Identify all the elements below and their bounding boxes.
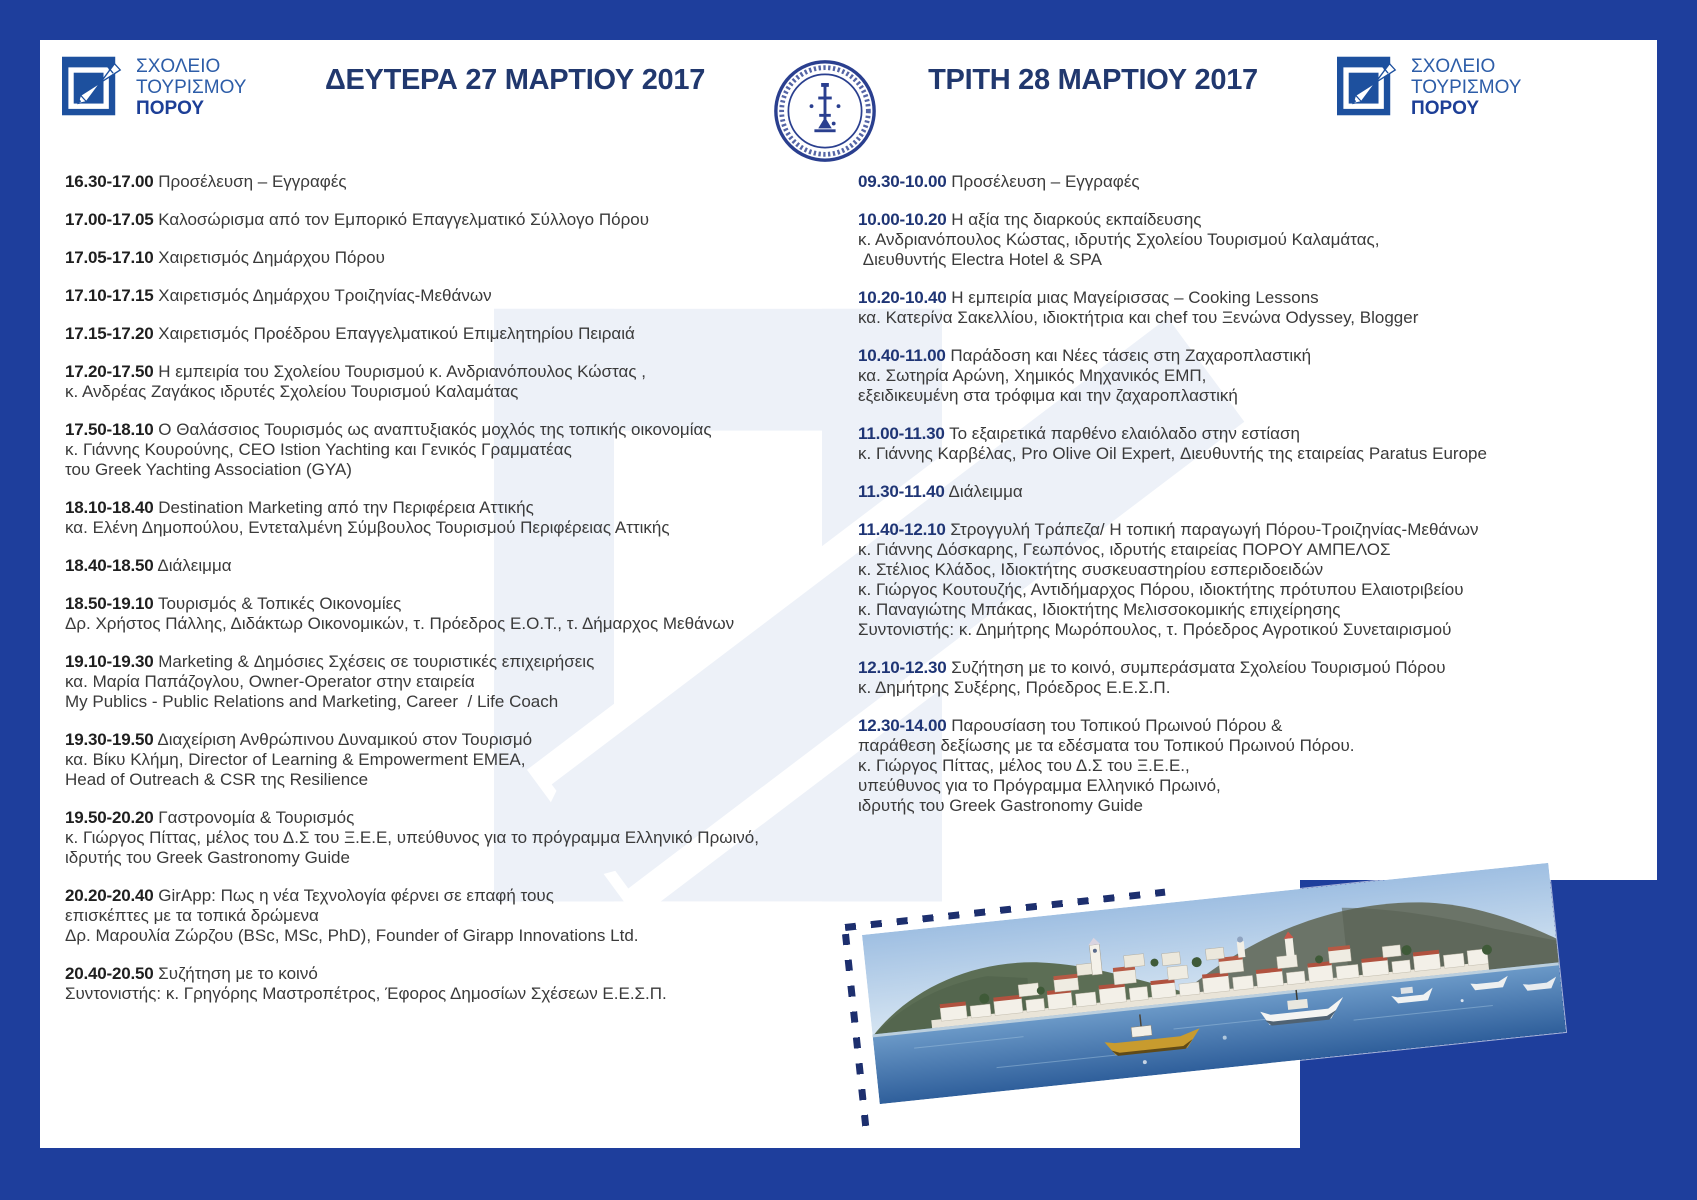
time-range: 10.40-11.00 bbox=[858, 346, 946, 365]
time-range: 11.40-12.10 bbox=[858, 520, 946, 539]
schedule-item-line: κ. Γιώργος Κουτουζής, Αντιδήμαρχος Πόρου, ιδιοκτήτης πρότυπου Ελαιοτριβείου bbox=[858, 580, 1464, 599]
schedule-item-first-line: 20.40-20.50 Συζήτηση με το κοινό bbox=[65, 964, 318, 983]
schedule-item bbox=[65, 498, 800, 538]
schedule-item-first-line: 12.30-14.00 Παρουσίαση του Τοπικού Πρωινού Πόρου & bbox=[858, 716, 1283, 735]
schedule-item-first-line: 09.30-10.00 Προσέλευση – Εγγραφές bbox=[858, 172, 1140, 191]
schedule-item bbox=[858, 482, 1583, 502]
schedule-item-first-line: 17.00-17.05 Καλοσώρισμα από τον Εμπορικό Επαγγελματικό Σύλλογο Πόρου bbox=[65, 210, 650, 229]
pencil-square-logo-icon bbox=[62, 54, 128, 118]
schedule-item bbox=[858, 288, 1583, 328]
association-seal-emblem bbox=[772, 58, 878, 164]
schedule-item bbox=[858, 658, 1583, 698]
time-range: 18.40-18.50 bbox=[65, 556, 154, 575]
schedule-item-line: υπεύθυνος για το Πρόγραμμα Ελληνικό Πρωινό, bbox=[858, 776, 1221, 795]
time-range: 19.50-20.20 bbox=[65, 808, 154, 827]
schedule-item bbox=[65, 730, 800, 790]
time-range: 17.05-17.10 bbox=[65, 248, 154, 267]
schedule-item-first-line: 11.30-11.40 Διάλειμμα bbox=[858, 482, 1023, 501]
schedule-item-line: εξειδικευμένη στα τρόφιμα και την ζαχαροπλαστική bbox=[858, 386, 1238, 405]
schedule-item-line: κ. Παναγιώτης Μπάκας, Ιδιοκτήτης Μελισσοκομικής επιχείρησης bbox=[858, 600, 1341, 619]
time-range: 16.30-17.00 bbox=[65, 172, 154, 191]
time-range: 10.20-10.40 bbox=[858, 288, 947, 307]
time-range: 09.30-10.00 bbox=[858, 172, 947, 191]
time-range: 20.20-20.40 bbox=[65, 886, 154, 905]
schedule-item-line: κα. Ελένη Δημοπούλου, Εντεταλμένη Σύμβουλος Τουρισμού Περιφέρειας Αττικής bbox=[65, 518, 670, 537]
time-range: 18.50-19.10 bbox=[65, 594, 154, 613]
time-range: 10.00-10.20 bbox=[858, 210, 947, 229]
schedule-item-line: κα. Βίκυ Κλήμη, Director of Learning & Empowerment EMEA, bbox=[65, 750, 526, 769]
schedule-item-first-line: 10.40-11.00 Παράδοση και Νέες τάσεις στη Ζαχαροπλαστική bbox=[858, 346, 1312, 365]
schedule-item-line: κ. Δημήτρης Συξέρης, Πρόεδρος Ε.Ε.Σ.Π. bbox=[858, 678, 1171, 697]
logo-text-line2: ΤΟΥΡΙΣΜΟΥ bbox=[136, 77, 247, 98]
time-range: 19.30-19.50 bbox=[65, 730, 154, 749]
schedule-item-first-line: 19.30-19.50 Διαχείριση Ανθρώπινου Δυναμικού στον Τουρισμό bbox=[65, 730, 533, 749]
schedule-item-line: Συντονιστής: κ. Δημήτρης Μωρόπουλος, τ. Πρόεδρος Αγροτικού Συνεταιρισμού bbox=[858, 620, 1452, 639]
schedule-item bbox=[858, 172, 1583, 192]
schedule-item bbox=[65, 652, 800, 712]
schedule-item bbox=[65, 324, 800, 344]
schedule-item-line: My Publics - Public Relations and Marketing, Career / Life Coach bbox=[65, 692, 559, 711]
logo-text-line2: ΤΟΥΡΙΣΜΟΥ bbox=[1411, 77, 1522, 98]
schedule-item bbox=[65, 964, 800, 1004]
schedule-item-line: κα. Κατερίνα Σακελλίου, ιδιοκτήτρια και chef του Ξενώνα Odyssey, Blogger bbox=[858, 308, 1419, 327]
schedule-item-first-line: 17.20-17.50 Η εμπειρία του Σχολείου Τουρισμού κ. Ανδριανόπουλος Κώστας , bbox=[65, 362, 646, 381]
pencil-square-logo-icon bbox=[1337, 54, 1403, 118]
schedule-item-first-line: 16.30-17.00 Προσέλευση – Εγγραφές bbox=[65, 172, 347, 191]
schedule-item-line: κα. Μαρία Παπάζογλου, Owner-Operator στην εταιρεία bbox=[65, 672, 475, 691]
schedule-item-line: Δρ. Μαρουλία Ζώρζου (BSc, MSc, PhD), Founder of Girapp Innovations Ltd. bbox=[65, 926, 639, 945]
schedule-item-line: του Greek Yachting Association (GYA) bbox=[65, 460, 352, 479]
time-range: 17.10-17.15 bbox=[65, 286, 154, 305]
school-of-tourism-logo-right bbox=[1337, 54, 1521, 119]
time-range: 17.00-17.05 bbox=[65, 210, 154, 229]
time-range: 17.15-17.20 bbox=[65, 324, 154, 343]
schedule-item bbox=[65, 248, 800, 268]
time-range: 17.50-18.10 bbox=[65, 420, 154, 439]
tuesday-schedule bbox=[858, 172, 1583, 834]
schedule-item-first-line: 19.10-19.30 Marketing & Δημόσιες Σχέσεις σε τουριστικές επιχειρήσεις bbox=[65, 652, 595, 671]
schedule-item bbox=[65, 808, 800, 868]
schedule-item-line: κ. Γιάννης Καρβέλας, Pro Olive Oil Expert, Διευθυντής της εταιρείας Paratus Europe bbox=[858, 444, 1487, 463]
schedule-item-first-line: 19.50-20.20 Γαστρονομία & Τουρισμός bbox=[65, 808, 355, 827]
schedule-item bbox=[858, 424, 1583, 464]
schedule-item-line: κ. Στέλιος Κλάδος, Ιδιοκτήτης συσκευαστηρίου εσπεριδοειδών bbox=[858, 560, 1324, 579]
schedule-item-first-line: 17.05-17.10 Χαιρετισμός Δημάρχου Πόρου bbox=[65, 248, 385, 267]
schedule-item bbox=[65, 420, 800, 480]
schedule-item-line: Συντονιστής: κ. Γρηγόρης Μαστροπέτρος, Έφορος Δημοσίων Σχέσεων Ε.Ε.Σ.Π. bbox=[65, 984, 667, 1003]
schedule-item bbox=[65, 886, 800, 946]
schedule-item-first-line: 17.10-17.15 Χαιρετισμός Δημάρχου Τροιζηνίας-Μεθάνων bbox=[65, 286, 492, 305]
schedule-item bbox=[858, 346, 1583, 406]
schedule-item-line: Δρ. Χρήστος Πάλλης, Διδάκτωρ Οικονομικών, τ. Πρόεδρος Ε.Ο.Τ., τ. Δήμαρχος Μεθάνων bbox=[65, 614, 735, 633]
schedule-item bbox=[858, 716, 1583, 816]
schedule-item-first-line: 11.00-11.30 Το εξαιρετικά παρθένο ελαιόλαδο στην εστίαση bbox=[858, 424, 1300, 443]
schedule-item-line: κ. Γιώργος Πίττας, μέλος του Δ.Σ του Ξ.Ε.Ε, υπεύθυνος για το πρόγραμμα Ελληνικό Πρωινό, bbox=[65, 828, 759, 847]
logo-text-line1: ΣΧΟΛΕΙΟ bbox=[136, 56, 221, 77]
time-range: 12.10-12.30 bbox=[858, 658, 947, 677]
time-range: 17.20-17.50 bbox=[65, 362, 154, 381]
schedule-item-line: ιδρυτής του Greek Gastronomy Guide bbox=[858, 796, 1143, 815]
logo-text-line3: ΠΟΡΟΥ bbox=[136, 98, 205, 119]
schedule-item-line: κ. Γιάννης Κουρούνης, CEO Istion Yachting και Γενικός Γραμματέας bbox=[65, 440, 572, 459]
time-range: 12.30-14.00 bbox=[858, 716, 947, 735]
schedule-item-line: επισκέπτες με τα τοπικά δρώμενα bbox=[65, 906, 319, 925]
time-range: 11.30-11.40 bbox=[858, 482, 945, 501]
logo-text-line1: ΣΧΟΛΕΙΟ bbox=[1411, 56, 1496, 77]
schedule-item-first-line: 10.00-10.20 Η αξία της διαρκούς εκπαίδευσης bbox=[858, 210, 1202, 229]
time-range: 19.10-19.30 bbox=[65, 652, 154, 671]
schedule-item-line: παράθεση δεξίωσης με τα εδέσματα του Τοπικού Πρωινού Πόρου. bbox=[858, 736, 1355, 755]
schedule-item bbox=[65, 210, 800, 230]
time-range: 20.40-20.50 bbox=[65, 964, 154, 983]
schedule-item bbox=[65, 556, 800, 576]
schedule-item-line: κ. Ανδρέας Ζαγάκος ιδρυτές Σχολείου Τουρισμού Καλαμάτας bbox=[65, 382, 519, 401]
schedule-item-line: Head of Outreach & CSR της Resilience bbox=[65, 770, 369, 789]
schedule-item bbox=[65, 286, 800, 306]
monday-title: ΔΕΥΤΕΡΑ 27 ΜΑΡΤΙΟΥ 2017 bbox=[324, 64, 706, 96]
frame-left bbox=[0, 0, 40, 1200]
schedule-item-line: Διευθυντής Electra Hotel & SPA bbox=[858, 250, 1102, 269]
time-range: 18.10-18.40 bbox=[65, 498, 154, 517]
schedule-item-first-line: 10.20-10.40 Η εμπειρία μιας Μαγείρισσας – Cooking Lessons bbox=[858, 288, 1319, 307]
schedule-item-line: κ. Ανδριανόπουλος Κώστας, ιδρυτής Σχολείου Τουρισμού Καλαμάτας, bbox=[858, 230, 1380, 249]
logo-text-line3: ΠΟΡΟΥ bbox=[1411, 98, 1480, 119]
schedule-item-first-line: 17.50-18.10 Ο Θαλάσσιος Τουρισμός ως αναπτυξιακός μοχλός της τοπικής οικονομίας bbox=[65, 420, 712, 439]
schedule-item-line: κα. Σωτηρία Αρώνη, Χημικός Μηχανικός ΕΜΠ, bbox=[858, 366, 1207, 385]
school-of-tourism-logo-left bbox=[62, 54, 246, 119]
time-range: 11.00-11.30 bbox=[858, 424, 945, 443]
schedule-item bbox=[65, 362, 800, 402]
schedule-item-line: ιδρυτής του Greek Gastronomy Guide bbox=[65, 848, 350, 867]
tuesday-title: ΤΡΙΤΗ 28 ΜΑΡΤΙΟΥ 2017 bbox=[928, 64, 1258, 96]
schedule-item-first-line: 18.50-19.10 Τουρισμός & Τοπικές Οικονομίες bbox=[65, 594, 402, 613]
schedule-item bbox=[858, 520, 1583, 640]
monday-schedule bbox=[65, 172, 800, 1022]
schedule-item-line: κ. Γιάννης Δόσκαρης, Γεωπόνος, ιδρυτής εταιρείας ΠΟΡΟΥ ΑΜΠΕΛΟΣ bbox=[858, 540, 1391, 559]
schedule-item-first-line: 18.10-18.40 Destination Marketing από την Περιφέρεια Αττικής bbox=[65, 498, 534, 517]
schedule-item-first-line: 20.20-20.40 GirApp: Πως η νέα Τεχνολογία φέρνει σε επαφή τους bbox=[65, 886, 554, 905]
schedule-item bbox=[858, 210, 1583, 270]
schedule-item bbox=[65, 594, 800, 634]
schedule-item-first-line: 17.15-17.20 Χαιρετισμός Προέδρου Επαγγελματικού Επιμελητηρίου Πειραιά bbox=[65, 324, 635, 343]
schedule-item-first-line: 18.40-18.50 Διάλειμμα bbox=[65, 556, 232, 575]
schedule-item-first-line: 11.40-12.10 Στρογγυλή Τράπεζα/ Η τοπική παραγωγή Πόρου-Τροιζηνίας-Μεθάνων bbox=[858, 520, 1479, 539]
schedule-item-first-line: 12.10-12.30 Συζήτηση με το κοινό, συμπεράσματα Σχολείου Τουρισμού Πόρου bbox=[858, 658, 1446, 677]
schedule-item-line: κ. Γιώργος Πίττας, μέλος του Δ.Σ του Ξ.Ε.Ε., bbox=[858, 756, 1190, 775]
schedule-item bbox=[65, 172, 800, 192]
frame-top bbox=[0, 0, 1697, 40]
